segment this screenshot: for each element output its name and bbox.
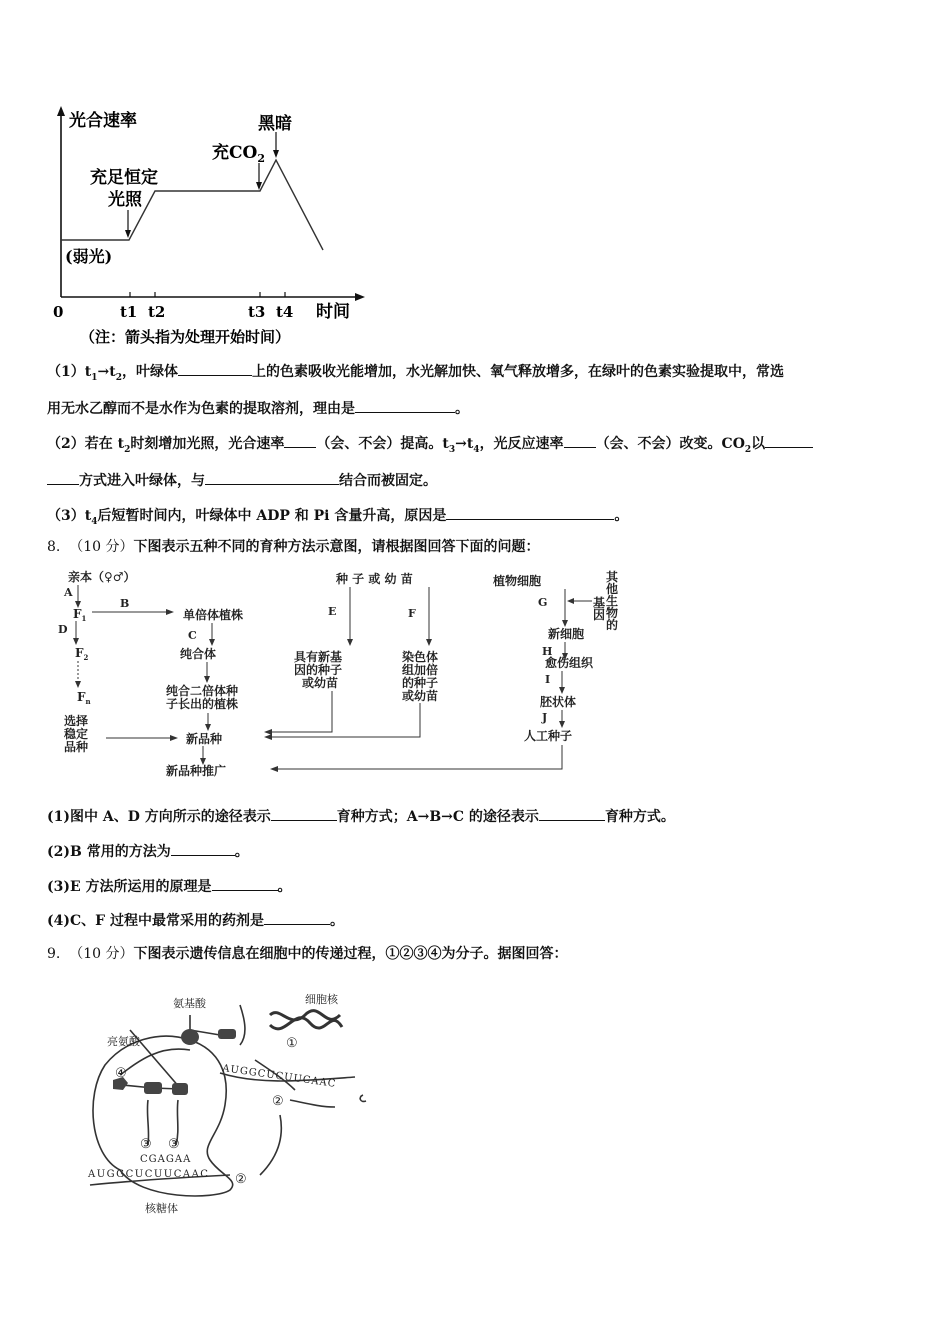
answer-blank[interactable] bbox=[446, 505, 614, 520]
answer-blank[interactable] bbox=[205, 470, 339, 485]
marker-4: ④ bbox=[115, 1066, 127, 1081]
gene-char: 基 bbox=[593, 596, 606, 610]
q7-part1-line2: 用无水乙醇而不是水作为色素的提取溶剂，理由是 。 bbox=[47, 398, 469, 419]
label-a: A bbox=[64, 586, 73, 599]
q7-part1-line1: $(1)t_1\to t_2$，叶绿体 上的色素吸收光能增加，水光解加快、氧气释放增多，在绿叶的色素实验提取中，常选 bbox=[47, 361, 784, 388]
answer-blank[interactable] bbox=[765, 433, 813, 448]
marker-2-bottom: ② bbox=[235, 1172, 247, 1187]
leucine-label: 亮氨酸 bbox=[107, 1035, 140, 1048]
new-gene-label-2: 因的种子 bbox=[294, 663, 343, 677]
answer-blank[interactable] bbox=[564, 433, 596, 448]
answer-blank[interactable] bbox=[212, 876, 278, 891]
answer-blank[interactable] bbox=[539, 806, 605, 821]
q8-subq2: (2)B 常用的方法为 。 bbox=[47, 841, 249, 862]
q8-subq3: (3)E 方法所运用的原理是 。 bbox=[47, 876, 292, 897]
marker-3-left: ③ bbox=[140, 1137, 152, 1152]
f1-label: $F_1$ bbox=[73, 607, 87, 623]
anticodon-sequence: CGAGAA bbox=[140, 1154, 192, 1165]
tick-t1: t1 bbox=[120, 303, 138, 321]
polyploid-label-2: 组加倍 bbox=[402, 663, 439, 677]
diploid-label-1: 纯合二倍体种 bbox=[166, 684, 239, 698]
fn-label: $F_n$ bbox=[77, 690, 91, 706]
photosynthesis-rate-graph bbox=[40, 100, 380, 350]
seed-seedling-label: 种 子 或 幼 苗 bbox=[336, 572, 413, 586]
polyploid-label-1: 染色体 bbox=[402, 650, 439, 664]
embryoid-label: 胚状体 bbox=[540, 695, 577, 709]
select-label-1: 选择 bbox=[64, 714, 89, 728]
tick-t2: t2 bbox=[148, 303, 166, 321]
artificial-seed-label: 人工种子 bbox=[524, 729, 573, 743]
tick-t4: t4 bbox=[276, 303, 294, 321]
add-co2-label: 充$CO_2$ bbox=[212, 143, 265, 165]
tick-t3: t3 bbox=[248, 303, 266, 321]
select-label-2: 稳定 bbox=[64, 727, 89, 741]
amino-acid-icon bbox=[218, 1029, 236, 1039]
label-g: G bbox=[538, 596, 548, 609]
diploid-label-2: 子长出的植株 bbox=[166, 697, 239, 711]
full-light-label-2: 光照 bbox=[108, 190, 142, 210]
q7-part2-line2: 方式进入叶绿体，与 结合而被固定。 bbox=[47, 470, 437, 491]
answer-blank[interactable] bbox=[47, 470, 79, 485]
x-axis-arrow-icon bbox=[355, 293, 365, 301]
answer-blank[interactable] bbox=[264, 910, 330, 925]
q9-heading: 9. （10 分）下图表示遗传信息在细胞中的传递过程，①②③④为分子。据图回答： bbox=[47, 946, 568, 962]
amino-acid-icon bbox=[172, 1083, 188, 1095]
nucleus-label: 细胞核 bbox=[305, 993, 338, 1006]
ribosome-label: 核糖体 bbox=[145, 1202, 178, 1215]
parents-label: 亲本（♀♂） bbox=[68, 570, 136, 584]
new-cell-label: 新细胞 bbox=[548, 627, 585, 641]
origin-label: 0 bbox=[53, 303, 64, 321]
gene-expression-diagram bbox=[80, 985, 380, 1215]
graph-note: （注：箭头指为处理开始时间） bbox=[80, 328, 291, 346]
label-j: J bbox=[542, 711, 548, 724]
amino-acid-icon bbox=[181, 1029, 199, 1045]
label-e: E bbox=[328, 605, 337, 618]
q8-heading: 8. （10 分）下图表示五种不同的育种方法示意图，请根据图回答下面的问题： bbox=[47, 539, 540, 555]
answer-blank[interactable] bbox=[171, 841, 235, 856]
amino-acid-icon bbox=[144, 1082, 162, 1094]
haploid-label: 单倍体植株 bbox=[183, 608, 244, 622]
new-variety-label: 新品种 bbox=[186, 732, 223, 746]
y-axis-arrow-icon bbox=[57, 106, 65, 116]
label-f: F bbox=[408, 607, 416, 620]
other-org-char: 生 bbox=[606, 594, 619, 608]
q7-part3: $(3)t_4$后短暂时间内，叶绿体中 ADP 和 Pi 含量升高，原因是 。 bbox=[47, 505, 628, 532]
amino-acid-label: 氨基酸 bbox=[173, 997, 206, 1010]
marker-3-right: ③ bbox=[168, 1137, 180, 1152]
new-gene-label-3: 或幼苗 bbox=[302, 676, 339, 690]
full-light-label-1: 充足恒定 bbox=[90, 168, 158, 188]
other-org-char: 其 bbox=[606, 570, 619, 584]
select-label-3: 品种 bbox=[64, 740, 89, 754]
q8-subq4: (4)C、F 过程中最常采用的药剂是 。 bbox=[47, 910, 344, 931]
callus-label: 愈伤组织 bbox=[545, 656, 594, 670]
mrna-top-sequence: AUGGCUCUUCAAC bbox=[221, 1063, 337, 1090]
answer-blank[interactable] bbox=[271, 806, 337, 821]
dark-label: 黑暗 bbox=[258, 114, 292, 134]
label-d: D bbox=[58, 623, 68, 636]
plant-cell-label: 植物细胞 bbox=[493, 574, 542, 588]
label-h: H bbox=[542, 645, 553, 658]
answer-blank[interactable] bbox=[178, 361, 252, 376]
gene-char: 因 bbox=[593, 608, 606, 622]
f2-label: $F_2$ bbox=[75, 646, 89, 662]
marker-1: ① bbox=[286, 1036, 298, 1051]
x-axis-label: 时间 bbox=[316, 302, 350, 322]
promote-label: 新品种推广 bbox=[166, 764, 227, 778]
y-axis-label: 光合速率 bbox=[69, 111, 137, 131]
polyploid-label-3: 的种子 bbox=[402, 676, 439, 690]
breeding-methods-diagram bbox=[40, 565, 640, 785]
label-i: I bbox=[545, 673, 551, 686]
label-b: B bbox=[120, 597, 130, 610]
dark-arrow-icon bbox=[273, 150, 279, 158]
label-c: C bbox=[188, 629, 197, 642]
answer-blank[interactable] bbox=[284, 433, 316, 448]
q8-subq1: (1)图中 A、D 方向所示的途径表示 育种方式；A→B→C 的途径表示 育种方式。 bbox=[47, 806, 675, 827]
polyploid-label-4: 或幼苗 bbox=[402, 689, 439, 703]
q7-part2-line1: （2）若在 $t_2$时刻增加光照，光合速率 （会、不会）提高。$t_3\to t_4$，光反应速率 （会、不会）改变。$CO_2$以 bbox=[47, 433, 813, 460]
other-org-char: 他 bbox=[606, 582, 619, 596]
marker-2-top: ② bbox=[272, 1094, 284, 1109]
other-org-char: 的 bbox=[606, 618, 619, 632]
weak-light-label: (弱光) bbox=[65, 247, 113, 266]
homozygote-label: 纯合体 bbox=[180, 647, 217, 661]
mrna-bottom-sequence: AUGGCUCUUCAAC bbox=[88, 1169, 210, 1180]
answer-blank[interactable] bbox=[355, 398, 455, 413]
new-gene-label-1: 具有新基 bbox=[294, 650, 343, 664]
other-org-char: 物 bbox=[606, 606, 619, 620]
